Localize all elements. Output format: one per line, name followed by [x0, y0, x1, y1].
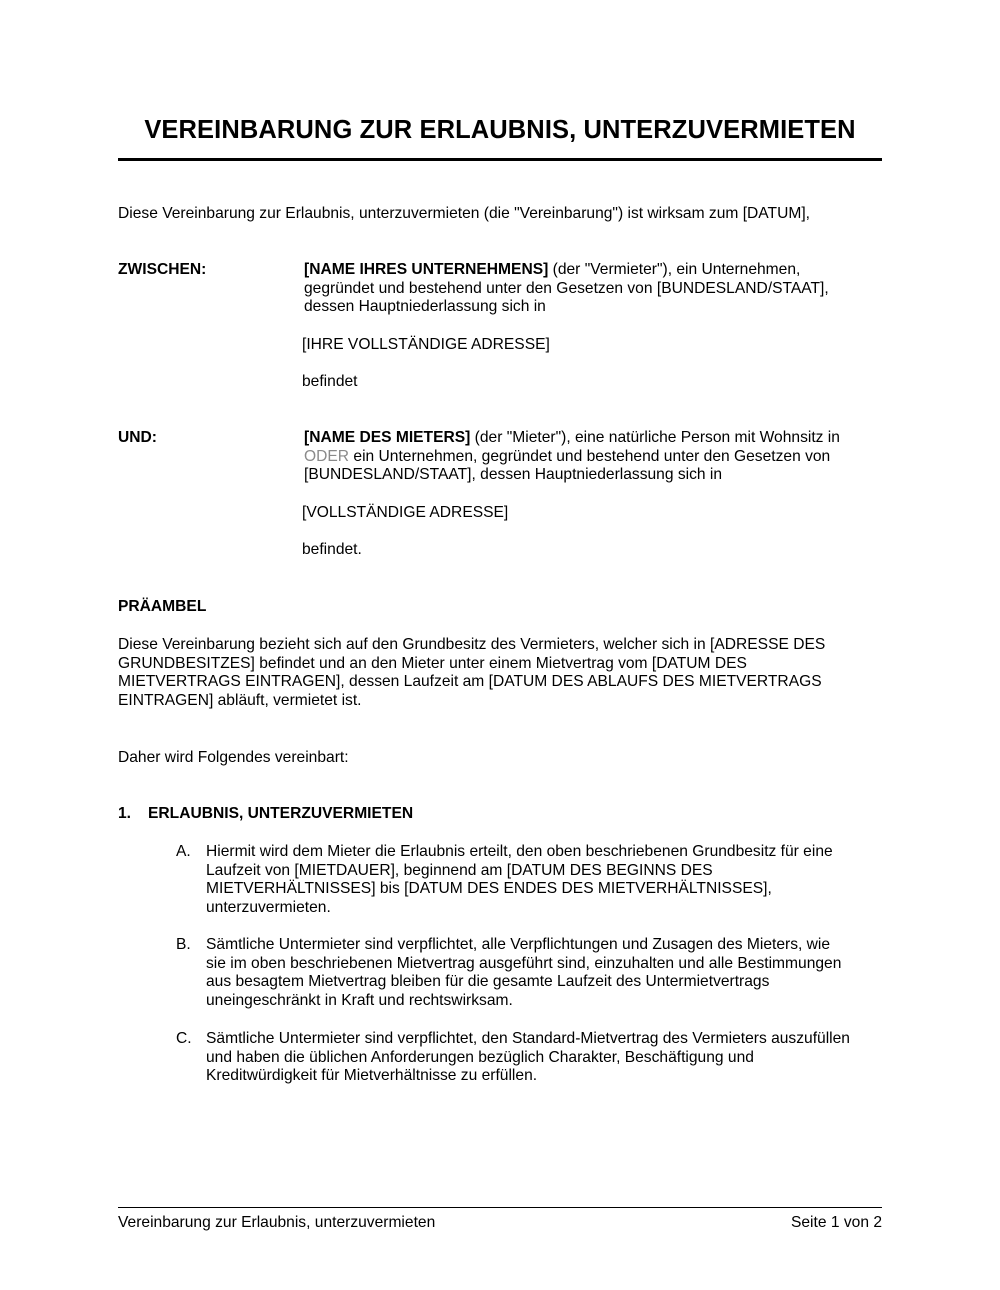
- preamble-heading: PRÄAMBEL: [118, 598, 207, 615]
- tenant-name: [NAME DES MIETERS]: [304, 429, 471, 446]
- tenant-closing: befindet.: [302, 541, 362, 558]
- preamble-line: Diese Vereinbarung bezieht sich auf den Grundbesitz des Vermieters, welcher sich in [ADRESSE DES: [118, 636, 826, 653]
- list-item-line: unterzuvermieten.: [206, 899, 331, 917]
- list-letter-a: A.: [176, 843, 191, 860]
- tenant-line1: (der "Mieter"), eine natürliche Person mit Wohnsitz in: [470, 429, 840, 446]
- section-number: 1.: [118, 805, 132, 822]
- party-label-zwischen: ZWISCHEN:: [118, 261, 207, 278]
- list-letter-c: C.: [176, 1030, 192, 1047]
- list-item-line: Hiermit wird dem Mieter die Erlaubnis erteilt, den oben beschriebenen Grundbesitz für eine: [206, 843, 833, 860]
- footer-title: Vereinbarung zur Erlaubnis, unterzuvermieten: [118, 1214, 436, 1231]
- title-underline: [118, 158, 882, 161]
- list-item-a: [206, 843, 886, 918]
- landlord-closing: befindet: [302, 373, 358, 390]
- list-item-c: [206, 1030, 886, 1086]
- preamble-line: GRUNDBESITZES] befindet und an den Mieter unter einem Mietvertrag vom [DATUM DES: [118, 654, 747, 672]
- list-item-line: uneingeschränkt in Kraft und rechtswirksam.: [206, 992, 513, 1010]
- party-landlord-text: [304, 261, 884, 317]
- landlord-line2: gegründet und bestehend unter den Gesetzen von [BUNDESLAND/STAAT],: [304, 279, 829, 297]
- preamble-line: MIETVERTRAGS EINTRAGEN], dessen Laufzeit am [DATUM DES ABLAUFS DES MIETVERTRAGS: [118, 673, 822, 691]
- oder-marker: ODER: [304, 447, 350, 465]
- landlord-address: [IHRE VOLLSTÄNDIGE ADRESSE]: [302, 336, 550, 353]
- section-heading: ERLAUBNIS, UNTERZUVERMIETEN: [148, 805, 414, 822]
- document-title: VEREINBARUNG ZUR ERLAUBNIS, UNTERZUVERMIETEN: [144, 116, 856, 144]
- list-item-line: Sämtliche Untermieter sind verpflichtet, den Standard-Mietvertrag des Vermieters auszufüllen: [206, 1030, 850, 1047]
- landlord-line3: dessen Hauptniederlassung sich in: [304, 298, 546, 316]
- tenant-line3: [BUNDESLAND/STAAT], dessen Hauptniederlassung sich in: [304, 466, 723, 484]
- page-number: Seite 1 von 2: [790, 1214, 882, 1231]
- list-item-line: Sämtliche Untermieter sind verpflichtet, alle Verpflichtungen und Zusagen des Mieters, wie: [206, 936, 831, 953]
- tenant-address: [VOLLSTÄNDIGE ADRESSE]: [302, 504, 509, 521]
- tenant-line2: ein Unternehmen, gegründet und bestehend unter den Gesetzen von: [349, 447, 831, 465]
- list-item-line: MIETVERHÄLTNISSES] bis [DATUM DES ENDES DES MIETVERHÄLTNISSES],: [206, 880, 772, 898]
- landlord-name: [NAME IHRES UNTERNEHMENS]: [304, 261, 549, 278]
- landlord-line1: (der "Vermieter"), ein Unternehmen,: [548, 261, 801, 278]
- list-item-line: Kreditwürdigkeit für Mietverhältnisse zu erfüllen.: [206, 1067, 538, 1085]
- agreed-statement: Daher wird Folgendes vereinbart:: [118, 749, 349, 766]
- party-tenant-text: [304, 429, 884, 485]
- list-item-line: und haben die üblichen Anforderungen bezüglich Charakter, Beschäftigung und: [206, 1048, 754, 1066]
- list-item-line: sie im oben beschriebenen Mietvertrag ausgeführt sind, einzuhalten und alle Bestimmungen: [206, 954, 842, 972]
- list-item-line: aus besagtem Mietvertrag bleiben für die gesamte Laufzeit des Untermietvertrags: [206, 973, 770, 991]
- preamble-paragraph: [118, 636, 878, 711]
- party-label-und: UND:: [118, 429, 157, 446]
- preamble-line: EINTRAGEN] abläuft, vermietet ist.: [118, 692, 362, 710]
- list-item-line: Laufzeit von [MIETDAUER], beginnend am [DATUM DES BEGINNS DES: [206, 861, 713, 879]
- intro-paragraph: Diese Vereinbarung zur Erlaubnis, unterzuvermieten (die "Vereinbarung") ist wirksam zum [DATUM],: [118, 205, 810, 222]
- footer-divider: [118, 1207, 882, 1208]
- list-letter-b: B.: [176, 936, 191, 953]
- list-item-b: [206, 936, 886, 1011]
